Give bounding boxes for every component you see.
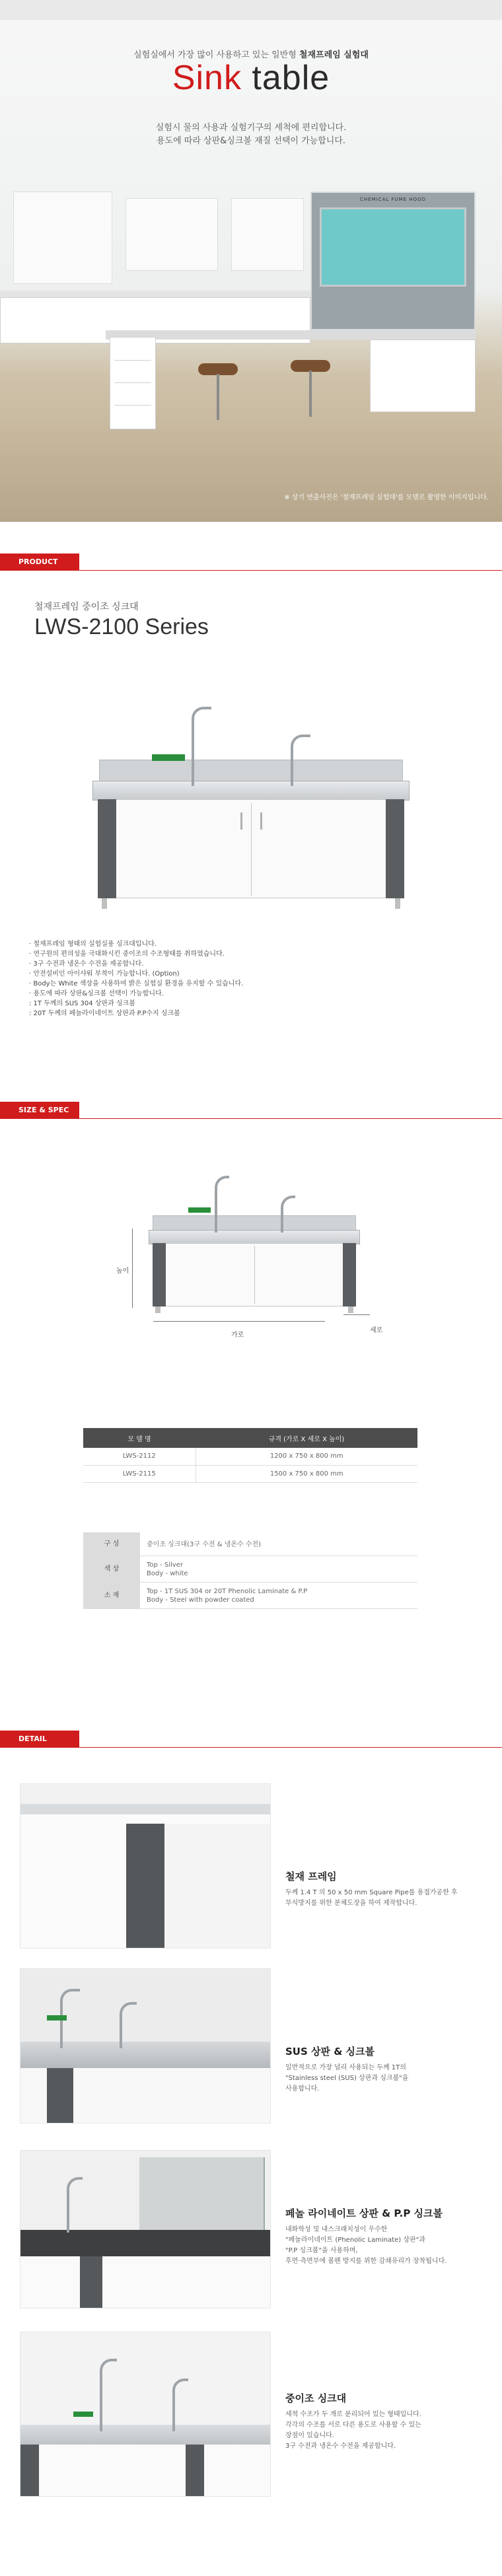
detail-title: SUS 상판 & 싱크볼 <box>285 2046 375 2057</box>
feature-item: : 1T 두께의 SUS 304 상판과 싱크볼 <box>29 1000 135 1007</box>
feature-item: · 3구 수전과 냉온수 수전을 제공합니다. <box>29 960 144 968</box>
hero-description: 실험시 물의 사용과 실험기구의 세척에 편리합니다. 용도에 따라 상판&싱크볼 재질 선택이 가능합니다. <box>155 123 347 146</box>
hero-title: Sink table <box>172 59 330 97</box>
detail-title: 철재 프레임 <box>285 1871 337 1882</box>
ceiling <box>0 0 502 20</box>
spec-image <box>149 1169 360 1314</box>
table-header-model: 모 델 명 <box>83 1428 196 1448</box>
fume-hood-label: CHEMICAL FUME HOOD <box>360 197 426 202</box>
feature-item: : 20T 두께의 페놀라이네이트 상판과 P.P수지 싱크볼 <box>29 1010 180 1017</box>
detail-image-double-sink <box>20 2332 271 2497</box>
detail-image-steel-frame <box>20 1783 271 1949</box>
product-title: LWS-2100 Series <box>34 614 209 639</box>
fume-hood-glass <box>320 207 466 287</box>
table-row: LWS-2112 1200 x 750 x 800 mm <box>83 1448 417 1465</box>
section-header-detail: DETAIL <box>0 1731 502 1748</box>
hero-subtitle: 실험실에서 가장 많이 사용하고 있는 일반형 철재프레임 실험대 <box>133 50 369 60</box>
detail-description: 세척 수조가 두 개로 분리되어 있는 형태입니다. 각각의 수조를 서로 다른 용도로 사용할 수 있는 장점이 있습니다. 3구 수전과 냉온수 수전을 제공합니다. <box>285 2411 421 2450</box>
feature-item: · 용도에 따라 상판&싱크볼 선택이 가능합니다. <box>29 990 164 997</box>
section-header-size-spec: SIZE & SPEC <box>0 1102 502 1119</box>
floor <box>0 396 502 522</box>
drawer-cabinet <box>110 337 156 429</box>
bench-front <box>370 340 476 412</box>
detail-description: 일반적으로 가장 널리 사용되는 두께 1T의 "Stainless steel (SUS) 상판과 싱크볼"을 사용합니다. <box>285 2064 409 2093</box>
hero-banner <box>0 0 502 522</box>
width-dimension-line <box>153 1321 325 1322</box>
product-subtitle: 철재프레임 중이조 싱크대 <box>34 602 139 612</box>
table-row: LWS-2115 1500 x 750 x 800 mm <box>83 1465 417 1482</box>
table-header-size: 규격 (가로 X 세로 X 높이) <box>196 1428 417 1448</box>
bench-top-front <box>106 330 476 340</box>
info-row-color: 색 상 Top - Silver Body - white <box>83 1556 417 1583</box>
info-row-composition: 구 성 중이조 싱크대(3구 수전 & 냉온수 수전) <box>83 1532 417 1556</box>
wall-shelf-right <box>231 198 304 271</box>
detail-image-sus-top <box>20 1968 271 2124</box>
eye-shower <box>152 754 185 761</box>
width-label: 가로 <box>231 1332 244 1339</box>
feature-item: · 안전설비인 아이샤워 부착이 가능합니다. (Option) <box>29 970 180 978</box>
product-image <box>92 700 410 912</box>
feature-list <box>29 939 243 1019</box>
feature-item: · Body는 White 색상을 사용하여 밝은 실험실 환경을 유지할 수 있습니다. <box>29 980 244 987</box>
feature-item: · 철재프레임 형태의 실험실용 싱크대입니다. <box>29 941 157 948</box>
detail-description: 두께 1.4 T 의 50 x 50 mm Square Pipe를 용접가공한 후 부식방지를 위한 분체도장을 하여 제작합니다. <box>285 1889 458 1907</box>
height-label: 높이 <box>116 1268 129 1275</box>
detail-title: 페놀 라이네이트 상판 & P.P 싱크볼 <box>285 2207 443 2219</box>
fume-hood <box>310 192 476 330</box>
feature-item: · 연구원의 편의성을 극대화시킨 중이조의 수조형태를 취하였습니다. <box>29 950 225 958</box>
section-header-product: PRODUCT <box>0 554 502 571</box>
info-row-material: 소 재 Top - 1T SUS 304 or 20T Phenolic Laminate & P.P Body - Steel with powder coated <box>83 1583 417 1609</box>
depth-label: 세로 <box>370 1327 383 1334</box>
detail-description: 내화학성 및 내스크래치성이 우수한 "페놀라이네이트 (Phenolic Laminate) 상판"과 "P.P 싱크볼"을 사용하며, 후면·측면부에 볼펜 방지를 위한 감쇄유리가 장착됩니다. <box>285 2226 447 2265</box>
faucet-left <box>192 707 211 786</box>
bench-top-back <box>0 291 310 297</box>
faucet-right <box>291 734 310 786</box>
hero-caption: ※ 상기 연출사진은 '철재프레임 실험대'를 모델로 촬영한 이미지입니다. <box>284 494 489 501</box>
spec-info <box>83 1532 417 1609</box>
detail-title: 중이조 싱크대 <box>285 2392 347 2404</box>
wall-shelf-left <box>13 192 112 284</box>
wall-shelf-center <box>126 198 218 271</box>
detail-image-phenolic-top <box>20 2150 271 2308</box>
spec-table <box>83 1428 417 1483</box>
height-dimension-line <box>132 1229 133 1308</box>
depth-dimension-line <box>343 1314 370 1315</box>
